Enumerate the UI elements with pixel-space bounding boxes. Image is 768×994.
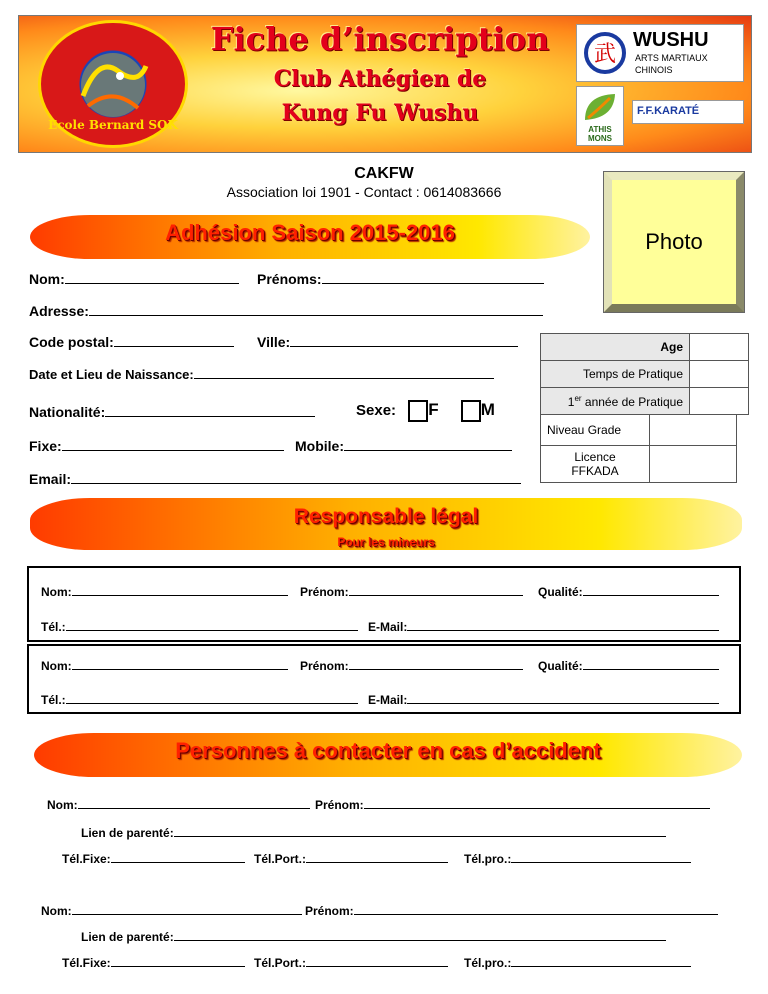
resp1-nom[interactable] — [41, 583, 288, 599]
resp1-tel[interactable] — [41, 618, 358, 634]
prenoms-label: Prénoms: — [257, 271, 322, 287]
resp2-email[interactable] — [368, 691, 719, 707]
contact1-tel-pro-label: Tél.pro.: — [464, 852, 512, 866]
contact2-lien-line[interactable] — [174, 928, 666, 941]
resp1-email[interactable] — [368, 618, 719, 634]
licence-label: Licence FFKADA — [541, 446, 650, 483]
code-postal-line[interactable] — [114, 334, 234, 347]
sexe-f-label: F — [428, 400, 439, 419]
club-name-line2: Kung Fu Wushu — [281, 100, 479, 126]
fixe-line[interactable] — [62, 438, 284, 451]
sexe-m-label: M — [480, 400, 495, 419]
org-name: CAKFW — [354, 165, 414, 182]
licence-cell[interactable] — [650, 446, 737, 483]
resp1-prenom-line[interactable] — [349, 583, 523, 596]
code-postal-field[interactable] — [29, 334, 234, 350]
photo-box[interactable] — [604, 172, 744, 312]
contact2-tel-fixe-line[interactable] — [111, 954, 245, 967]
svg-text:武: 武 — [593, 42, 617, 67]
ffk-text: F.F.KARATÉ — [637, 105, 700, 117]
contact2-nom-line[interactable] — [72, 902, 302, 915]
niveau-cell[interactable] — [650, 415, 737, 446]
date-lieu-label: Date et Lieu de Naissance: — [29, 367, 194, 382]
wushu-title: WUSHU — [633, 29, 709, 51]
resp2-email-label: E-Mail: — [368, 693, 408, 707]
athis-leaf-icon — [580, 90, 620, 124]
nom-label: Nom: — [29, 271, 65, 287]
resp2-prenom-line[interactable] — [349, 657, 523, 670]
sexe-m-checkbox[interactable] — [461, 400, 481, 422]
sexe-label: Sexe: — [356, 402, 397, 419]
responsable-subtitle: Pour les mineurs — [337, 535, 435, 549]
form-title: Fiche d’inscription — [210, 20, 550, 58]
logo-text: Ecole Bernard SOK — [48, 118, 178, 132]
adresse-line[interactable] — [89, 303, 543, 316]
club-name-line1: Club Athégien de — [273, 66, 487, 92]
age-label: Age — [541, 334, 690, 361]
resp1-email-label: E-Mail: — [368, 620, 408, 634]
contact2-tel-pro[interactable] — [464, 954, 691, 970]
ville-field[interactable] — [257, 334, 518, 350]
ville-label: Ville: — [257, 334, 291, 350]
contact1-lien-line[interactable] — [174, 824, 666, 837]
code-postal-label: Code postal: — [29, 334, 114, 350]
resp1-qualite-line[interactable] — [583, 583, 719, 596]
resp2-prenom[interactable] — [300, 657, 523, 673]
ffkarate-badge — [632, 100, 744, 124]
contact1-tel-pro-line[interactable] — [511, 850, 691, 863]
responsable-box-2 — [27, 644, 741, 714]
contact1-tel-port-label: Tél.Port.: — [254, 852, 307, 866]
resp2-nom-label: Nom: — [41, 659, 72, 673]
prenoms-field[interactable] — [257, 271, 544, 287]
contact1-nom-line[interactable] — [78, 796, 310, 809]
contact2-tel-port-label: Tél.Port.: — [254, 956, 307, 970]
contact2-prenom[interactable] — [305, 902, 718, 918]
athis-mons-badge — [576, 86, 624, 146]
association-contact: Association loi 1901 - Contact : 0614083666 — [226, 184, 502, 200]
contact1-prenom-line[interactable] — [364, 796, 710, 809]
contact1-tel-fixe[interactable] — [62, 850, 245, 866]
resp2-tel-line[interactable] — [66, 691, 358, 704]
contact1-prenom-label: Prénom: — [315, 798, 364, 812]
contact2-nom[interactable] — [41, 902, 302, 918]
contact1-nom[interactable] — [47, 796, 310, 812]
contact2-tel-pro-label: Tél.pro.: — [464, 956, 512, 970]
ville-line[interactable] — [290, 334, 518, 347]
contact2-prenom-label: Prénom: — [305, 904, 354, 918]
mobile-line[interactable] — [344, 438, 512, 451]
athis-text: ATHIS MONS — [588, 125, 612, 143]
resp2-qualite[interactable] — [538, 657, 719, 673]
resp1-prenom[interactable] — [300, 583, 523, 599]
temps-cell[interactable] — [690, 361, 749, 388]
premiere-annee-cell[interactable] — [690, 388, 749, 415]
resp1-tel-label: Tél.: — [41, 620, 66, 634]
nom-field[interactable] — [29, 271, 239, 287]
adhesion-banner-text: Adhésion Saison 2015-2016 — [165, 220, 455, 245]
resp1-qualite[interactable] — [538, 583, 719, 599]
resp1-email-line[interactable] — [407, 618, 719, 631]
prenoms-line[interactable] — [322, 271, 544, 284]
wushu-sub2: CHINOIS — [635, 65, 673, 75]
wushu-sub1: ARTS MARTIAUX — [635, 53, 708, 63]
info-table — [540, 333, 749, 415]
contact2-nom-label: Nom: — [41, 904, 72, 918]
resp1-tel-line[interactable] — [66, 618, 358, 631]
mobile-field[interactable] — [295, 438, 512, 454]
resp1-nom-label: Nom: — [41, 585, 72, 599]
responsable-banner-text: Responsable légal — [293, 505, 479, 528]
contact2-prenom-line[interactable] — [354, 902, 718, 915]
resp1-prenom-label: Prénom: — [300, 585, 349, 599]
sexe-group — [356, 400, 495, 422]
contact1-tel-port[interactable] — [254, 850, 448, 866]
fixe-field[interactable] — [29, 438, 284, 454]
dragon-tiger-emblem-icon — [68, 46, 158, 124]
contact1-lien-label: Lien de parenté: — [81, 826, 174, 840]
email-line[interactable] — [71, 471, 521, 484]
adresse-field[interactable] — [29, 303, 543, 319]
premiere-annee-label: 1er année de Pratique — [541, 388, 690, 415]
contact1-tel-fixe-line[interactable] — [111, 850, 245, 863]
contact1-tel-pro[interactable] — [464, 850, 691, 866]
nationalite-line[interactable] — [105, 404, 315, 417]
contact1-nom-label: Nom: — [47, 798, 78, 812]
temps-label: Temps de Pratique — [541, 361, 690, 388]
responsable-box-1 — [27, 566, 741, 642]
contact1-prenom[interactable] — [315, 796, 710, 812]
contact1-lien[interactable] — [81, 824, 666, 840]
adresse-label: Adresse: — [29, 303, 89, 319]
contact2-tel-fixe[interactable] — [62, 954, 245, 970]
contact2-tel-port-line[interactable] — [306, 954, 448, 967]
contact1-tel-fixe-label: Tél.Fixe: — [62, 852, 111, 866]
sexe-f-checkbox[interactable] — [408, 400, 428, 422]
contact2-lien[interactable] — [81, 928, 666, 944]
contacts-banner-text: Personnes à contacter en cas d’accident — [175, 738, 601, 763]
wushu-badge — [576, 24, 744, 82]
resp2-qualite-label: Qualité: — [538, 659, 583, 673]
resp2-email-line[interactable] — [407, 691, 719, 704]
resp2-nom[interactable] — [41, 657, 288, 673]
contact2-tel-fixe-label: Tél.Fixe: — [62, 956, 111, 970]
date-lieu-line[interactable] — [194, 366, 494, 379]
fixe-label: Fixe: — [29, 438, 62, 454]
niveau-label: Niveau Grade — [541, 415, 650, 446]
resp1-nom-line[interactable] — [72, 583, 288, 596]
resp2-nom-line[interactable] — [72, 657, 288, 670]
contact2-tel-port[interactable] — [254, 954, 448, 970]
resp2-tel-label: Tél.: — [41, 693, 66, 707]
date-lieu-field[interactable] — [29, 366, 494, 382]
nom-line[interactable] — [65, 271, 239, 284]
contact2-lien-label: Lien de parenté: — [81, 930, 174, 944]
email-field[interactable] — [29, 471, 521, 487]
contact1-tel-port-line[interactable] — [306, 850, 448, 863]
resp2-prenom-label: Prénom: — [300, 659, 349, 673]
nationalite-label: Nationalité: — [29, 404, 106, 420]
age-cell[interactable] — [690, 334, 749, 361]
resp2-tel[interactable] — [41, 691, 358, 707]
resp1-qualite-label: Qualité: — [538, 585, 583, 599]
mobile-label: Mobile: — [295, 438, 344, 454]
email-label: Email: — [29, 471, 72, 487]
contact2-tel-pro-line[interactable] — [511, 954, 691, 967]
wushu-logo-icon — [583, 31, 627, 75]
grade-table — [540, 414, 737, 483]
resp2-qualite-line[interactable] — [583, 657, 719, 670]
photo-label: Photo — [645, 229, 703, 254]
nationalite-field[interactable] — [29, 404, 315, 420]
